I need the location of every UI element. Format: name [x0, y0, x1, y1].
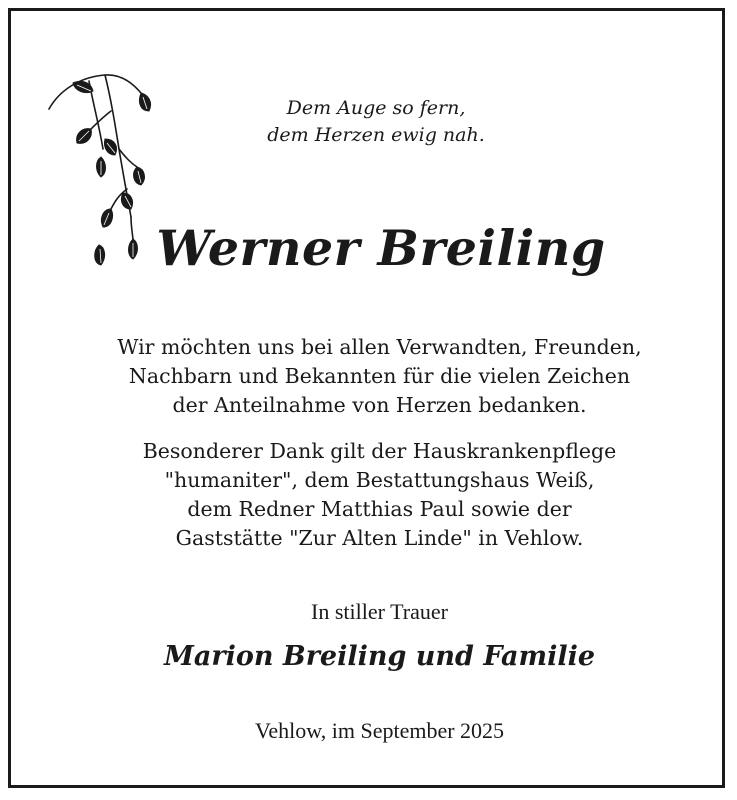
place-and-date: Vehlow, im September 2025: [254, 718, 505, 743]
thanks-line-2: Nachbarn und Bekannten für die vielen Zeichen: [128, 364, 631, 388]
special-thanks-line-3: dem Redner Matthias Paul sowie der: [187, 497, 572, 521]
thanks-line-1: Wir möchten uns bei allen Verwandten, Freunden,: [117, 335, 642, 359]
motto-line-1: Dem Auge so fern,: [286, 97, 466, 119]
special-thanks-paragraph: [41, 437, 718, 553]
motto-line-2: dem Herzen ewig nah.: [267, 124, 485, 146]
special-thanks-line-2: "humaniter", dem Bestattungshaus Weiß,: [164, 468, 595, 492]
special-thanks-line-1: Besonderer Dank gilt der Hauskrankenpflege: [142, 439, 617, 463]
thanks-paragraph: [41, 333, 718, 420]
family-signature: Marion Breiling und Familie: [163, 641, 596, 672]
deceased-name: Werner Breiling: [156, 219, 606, 277]
obituary-frame: [8, 8, 725, 788]
mourning-phrase: In stiller Trauer: [311, 599, 448, 624]
special-thanks-line-4: Gaststätte "Zur Alten Linde" in Vehlow.: [175, 526, 584, 550]
thanks-line-3: der Anteilnahme von Herzen bedanken.: [172, 393, 587, 417]
motto: [191, 95, 561, 149]
